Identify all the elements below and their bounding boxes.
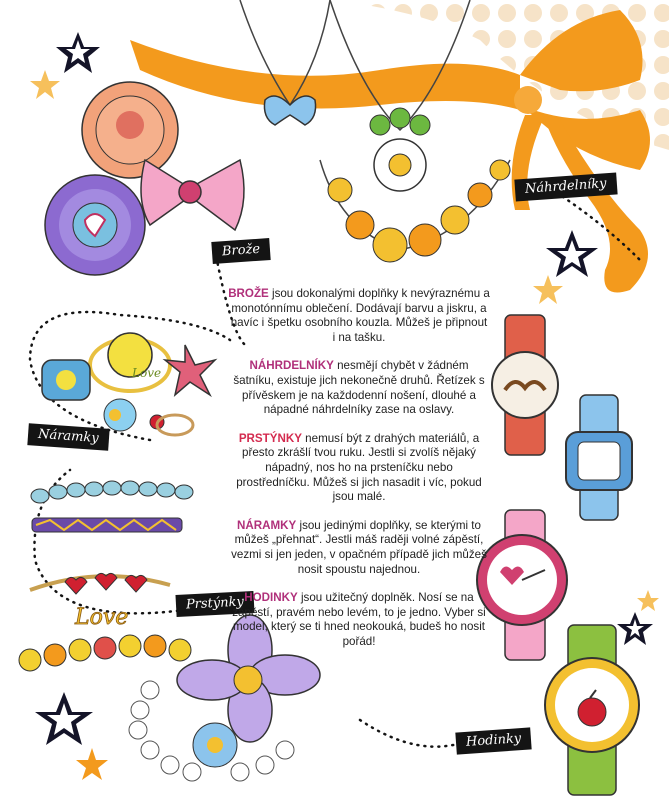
- watch-icon: [477, 315, 639, 795]
- keyword-broze: BROŽE: [228, 287, 269, 300]
- paragraph-naramky: [228, 519, 490, 577]
- keyword-prstynky: PRSTÝNKY: [238, 431, 302, 445]
- label-nahrdelniky: Náhrdelníky: [514, 172, 617, 201]
- keyword-nahrdelniky: NÁHRDELNÍKY: [249, 359, 334, 373]
- text-hodinky: jsou užitečný doplněk. Nosí se na zápěstí, pravém nebo levém, to je jedno. Vyber si model, který se ti hned neokouká, budeš ho nosit pořád!: [232, 591, 486, 648]
- bow-icon: [141, 160, 244, 230]
- article-text: [228, 287, 490, 663]
- text-naramky: jsou jedinými doplňky, se kterými to můžeš „přehnat“. Jestli máš raději volné zápěstí, vezmi si jen jeden, v opačném případě jich můžeš nosit spoustu najednou.: [231, 518, 487, 576]
- paragraph-broze: [228, 287, 490, 345]
- keyword-naramky: NÁRAMKY: [237, 518, 297, 532]
- ring-love-decor: [130, 362, 170, 382]
- keyword-hodinky: HODINKY: [244, 591, 298, 605]
- paragraph-prstynky: [228, 432, 490, 505]
- paragraph-hodinky: [228, 591, 490, 649]
- text-broze: jsou dokonalými doplňky k nevýraznému a monotónnímu oblečení. Dodávají barvu a jiskru, a navíc i špetku osobního kouzla. Můžeš je připnout i na tašku.: [230, 287, 490, 344]
- necklace-icon: [240, 0, 510, 262]
- text-prstynky: nemusí být z drahých materiálů, a přesto zkrášlí tvou ruku. Jestli si zvolíš nějaký nápadný, nos ho na prsteníčku nebo prostředníčku. Můžeš si jich nasadit i víc, pokud jsou malé.: [236, 431, 482, 504]
- label-prstynky: Prstýnky: [175, 591, 254, 617]
- label-broze: Brože: [211, 238, 271, 264]
- bracelet-love-text: Love: [75, 605, 129, 630]
- bracelet-icon: [19, 481, 193, 671]
- ring-icon: [42, 333, 215, 435]
- ring-love-text: Love: [132, 366, 162, 380]
- label-naramky: Náramky: [27, 423, 109, 451]
- text-nahrdelniky: nesmějí chybět v žádném šatníku, existuje jich nekonečně druhů. Řetízek s přívěskem je na každodenní nošení, dlouhé a nápadné náhrdelníky zase na oslavy.: [233, 359, 485, 417]
- paragraph-nahrdelniky: [228, 359, 490, 417]
- label-hodinky: Hodinky: [455, 727, 532, 754]
